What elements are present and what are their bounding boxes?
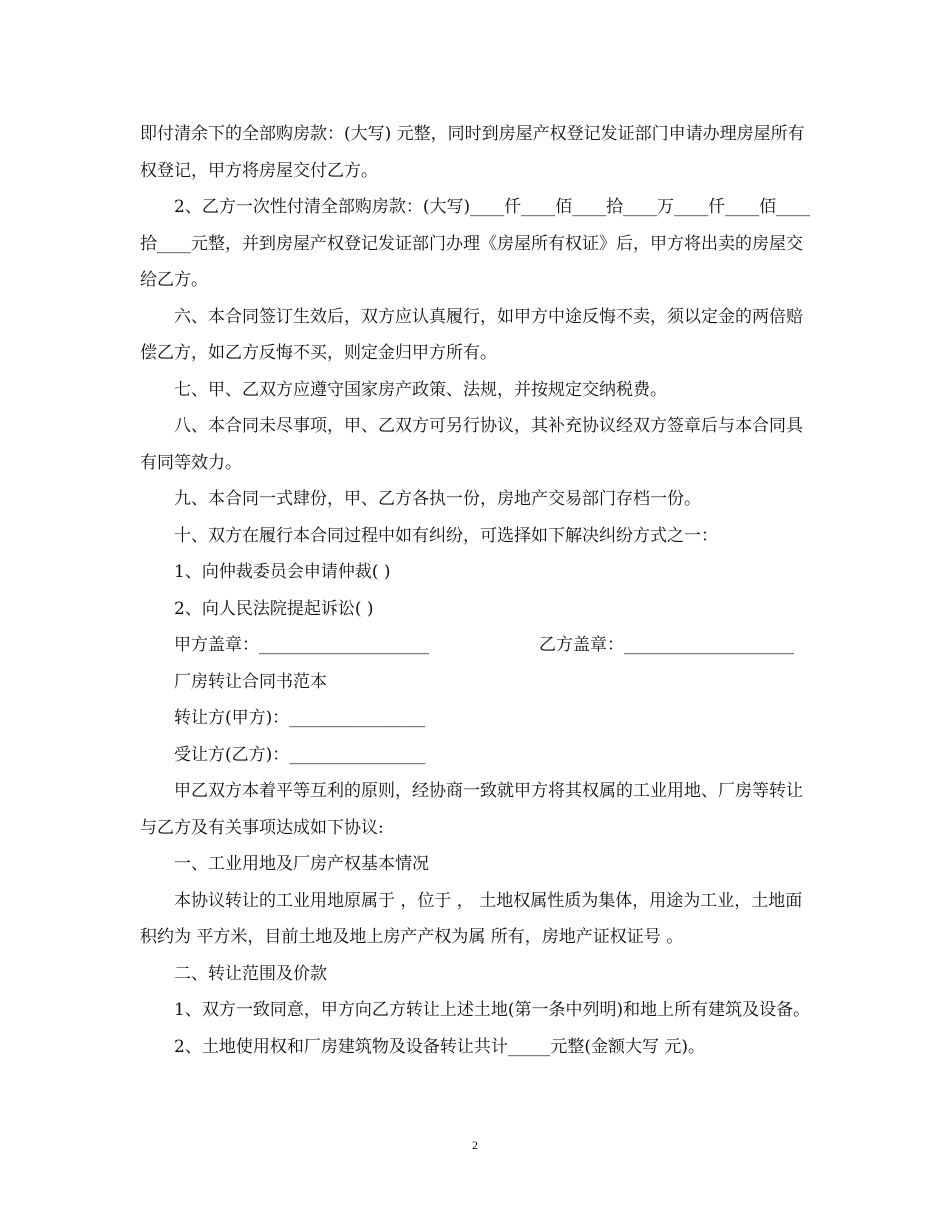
transferor-line: 转让方(甲方)：________________ (174, 708, 426, 728)
paragraph-1: 即付清余下的全部购房款：(大写) 元整，同时到房屋产权登记发证部门申请办理房屋所有权登记，甲方将房屋交付乙方。 (140, 124, 805, 181)
signature-row (140, 627, 812, 664)
page-number: 2 (472, 1138, 478, 1152)
transfer-price-clause: 2、土地使用权和厂房建筑物及设备转让共计_____元整(金额大写 元)。 (174, 1036, 705, 1057)
contract-template-title: 厂房转让合同书范本 (174, 671, 327, 692)
section-heading-1: 一、工业用地及厂房产权基本情况 (174, 854, 429, 874)
paragraph-5: 八、本合同未尽事项，甲、乙双方可另行协议，其补充协议经双方签章后与本合同具有同等效力。 (140, 416, 803, 473)
paragraph-3: 六、本合同签订生效后，双方应认真履行，如甲方中途反悔不卖，须以定金的两倍赔偿乙方，如乙方反悔不买，则定金归甲方所有。 (140, 306, 803, 363)
paragraph-6: 九、本合同一式肆份，甲、乙方各执一份，房地产交易部门存档一份。 (174, 489, 701, 509)
document-body (140, 116, 812, 1065)
party-b-seal-line: 乙方盖章：____________________ (539, 635, 794, 655)
transfer-scope-clause: 1、双方一致同意，甲方向乙方转让上述土地(第一条中列明)和地上所有建筑及设备。 (174, 1000, 811, 1020)
agreement-preamble: 甲乙双方本着平等互利的原则，经协商一致就甲方将其权属的工业用地、厂房等转让与乙方及有关事项达成如下协议: (140, 781, 803, 838)
paragraph-9: 2、向人民法院提起诉讼( ) (174, 598, 374, 619)
paragraph-7: 十、双方在履行本合同过程中如有纠纷，可选择如下解决纠纷方式之一： (174, 525, 718, 546)
paragraph-8: 1、向仲裁委员会申请仲裁( ) (174, 562, 391, 582)
land-description: 本协议转让的工业用地原属于 ，位于 ， 土地权属性质为集体，用途为工业，土地面积约为 平方米，目前土地及地上房产产权为属 所有，房地产证权证号 。 (140, 890, 803, 947)
section-heading-2: 二、转让范围及价款 (174, 963, 327, 984)
party-a-seal-line: 甲方盖章：____________________ (174, 635, 429, 655)
transferee-line: 受让方(乙方)：________________ (174, 744, 426, 765)
paragraph-2: 2、乙方一次性付清全部购房款：(大写)____仟____佰____拾____万____仟____佰____拾____元整，并到房屋产权登记发证部门办理《房屋所有权证》后，甲方将出卖的房屋交给乙方。 (140, 197, 811, 290)
paragraph-4: 七、甲、乙双方应遵守国家房产政策、法规，并按规定交纳税费。 (174, 379, 667, 400)
